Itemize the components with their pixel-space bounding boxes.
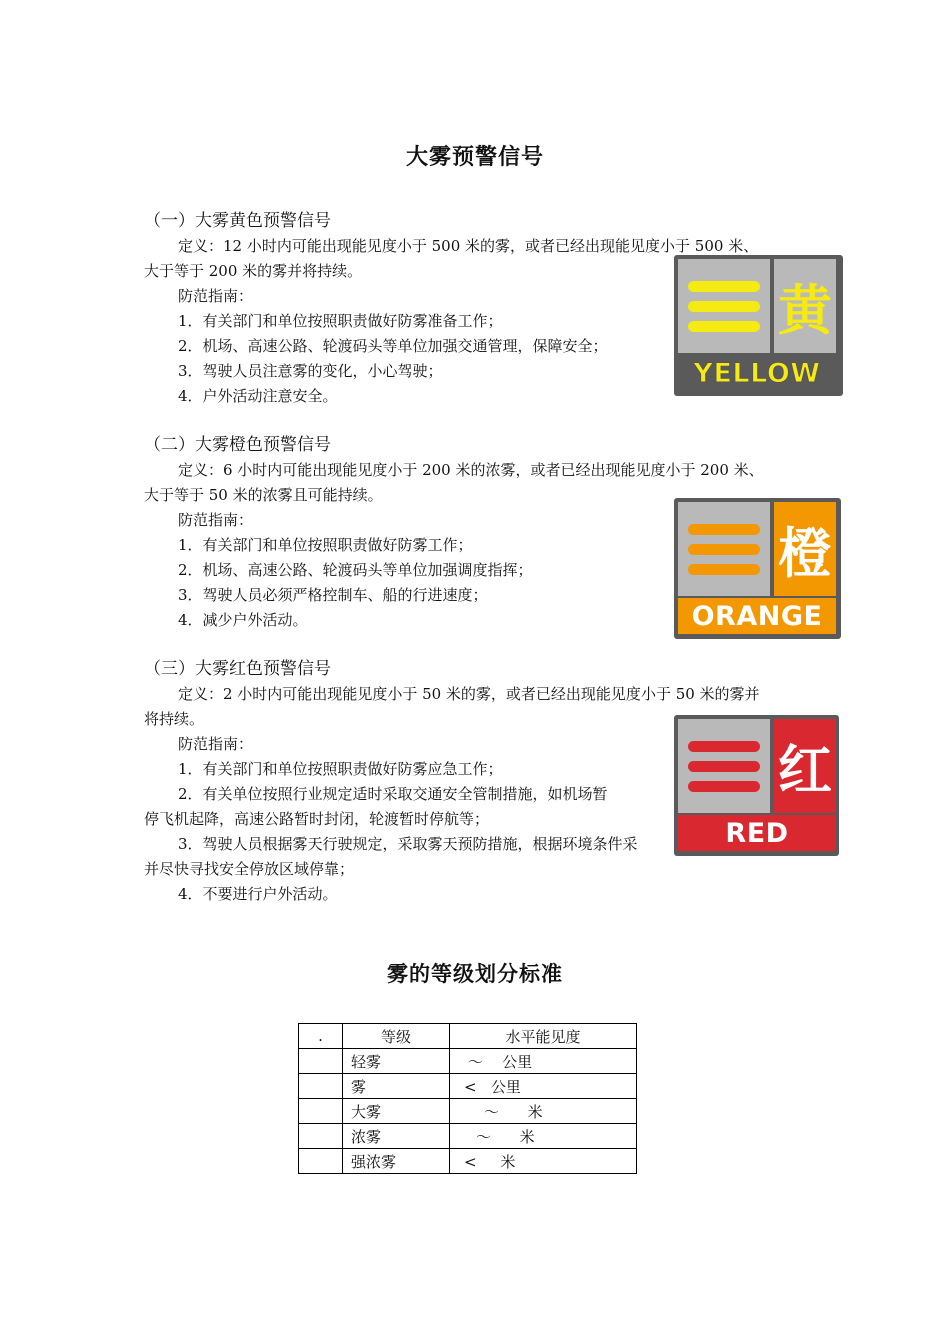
table-cell: ～ 米 [450, 1099, 637, 1124]
table-row [299, 1074, 637, 1099]
table-cell: 强浓雾 [343, 1149, 450, 1174]
list-item: 3．驾驶人员必须严格控制车、船的行进速度； [178, 586, 488, 604]
sign-glyph: 红 [774, 719, 836, 813]
table-cell [299, 1124, 343, 1149]
table-header-cell: 水平能见度 [450, 1024, 637, 1049]
sign-glyph: 橙 [774, 502, 836, 596]
table-cell: < 米 [450, 1149, 637, 1174]
table-row [299, 1099, 637, 1124]
list-item: 1．有关部门和单位按照职责做好防雾准备工作； [178, 312, 503, 330]
table-cell [299, 1049, 343, 1074]
definition-line: 定义：6 小时内可能出现能见度小于 200 米的浓雾，或者已经出现能见度小于 200 米、 [178, 461, 764, 479]
table-title: 雾的等级划分标准 [387, 962, 563, 986]
sign-word: YELLOW [678, 355, 836, 391]
sign-word: ORANGE [678, 598, 836, 634]
table-cell: 大雾 [343, 1099, 450, 1124]
list-item: 4．不要进行户外活动。 [178, 885, 338, 903]
sign-bars-icon [678, 259, 770, 353]
table-cell: 雾 [343, 1074, 450, 1099]
list-item: 3．驾驶人员根据雾天行驶规定，采取雾天预防措施，根据环境条件采 [178, 835, 638, 853]
section-heading-yellow: （一）大雾黄色预警信号 [144, 211, 331, 231]
table-header-cell: 等级 [343, 1024, 450, 1049]
list-item: 1．有关部门和单位按照职责做好防雾工作； [178, 536, 473, 554]
definition-line: 将持续。 [144, 710, 205, 728]
red-warning-sign [674, 715, 839, 856]
list-item: 停飞机起降，高速公路暂时封闭，轮渡暂时停航等； [144, 810, 490, 828]
list-item: 3．驾驶人员注意雾的变化，小心驾驶； [178, 362, 443, 380]
list-item: 并尽快寻找安全停放区域停靠； [144, 860, 355, 878]
definition-line: 定义：12 小时内可能出现能见度小于 500 米的雾，或者已经出现能见度小于 500 米、 [178, 237, 759, 255]
table-cell: 浓雾 [343, 1124, 450, 1149]
table-header-cell: . [299, 1024, 343, 1049]
table-cell: < 公里 [450, 1074, 637, 1099]
sign-bars-icon [678, 719, 770, 813]
table-row [299, 1049, 637, 1074]
sign-glyph: 黄 [774, 259, 836, 353]
table-cell [299, 1074, 343, 1099]
table-row [299, 1149, 637, 1174]
yellow-warning-sign [674, 255, 843, 396]
list-item: 2．机场、高速公路、轮渡码头等单位加强交通管理，保障安全； [178, 337, 608, 355]
definition-line: 大于等于 200 米的雾并将持续。 [144, 262, 363, 280]
table-cell [299, 1099, 343, 1124]
table-header-row [299, 1024, 637, 1049]
guide-label: 防范指南： [178, 287, 254, 305]
section-heading-red: （三）大雾红色预警信号 [144, 659, 331, 679]
table-cell: ～ 公里 [450, 1049, 637, 1074]
table-row [299, 1124, 637, 1149]
page-title: 大雾预警信号 [405, 145, 544, 170]
table-cell [299, 1149, 343, 1174]
guide-label: 防范指南： [178, 735, 254, 753]
section-heading-orange: （二）大雾橙色预警信号 [144, 435, 331, 455]
sign-bars-icon [678, 502, 770, 596]
table-cell: ～ 米 [450, 1124, 637, 1149]
guide-label: 防范指南： [178, 511, 254, 529]
orange-warning-sign [674, 498, 841, 639]
list-item: 4．户外活动注意安全。 [178, 387, 338, 405]
table-cell: 轻雾 [343, 1049, 450, 1074]
list-item: 1．有关部门和单位按照职责做好防雾应急工作； [178, 760, 503, 778]
definition-line: 大于等于 50 米的浓雾且可能持续。 [144, 486, 383, 504]
list-item: 2．有关单位按照行业规定适时采取交通安全管制措施，如机场暂 [178, 785, 608, 803]
definition-line: 定义：2 小时内可能出现能见度小于 50 米的雾，或者已经出现能见度小于 50 米的雾并 [178, 685, 760, 703]
fog-grade-table [298, 1023, 637, 1174]
list-item: 4．减少户外活动。 [178, 611, 308, 629]
sign-word: RED [678, 815, 836, 851]
list-item: 2．机场、高速公路、轮渡码头等单位加强调度指挥； [178, 561, 533, 579]
